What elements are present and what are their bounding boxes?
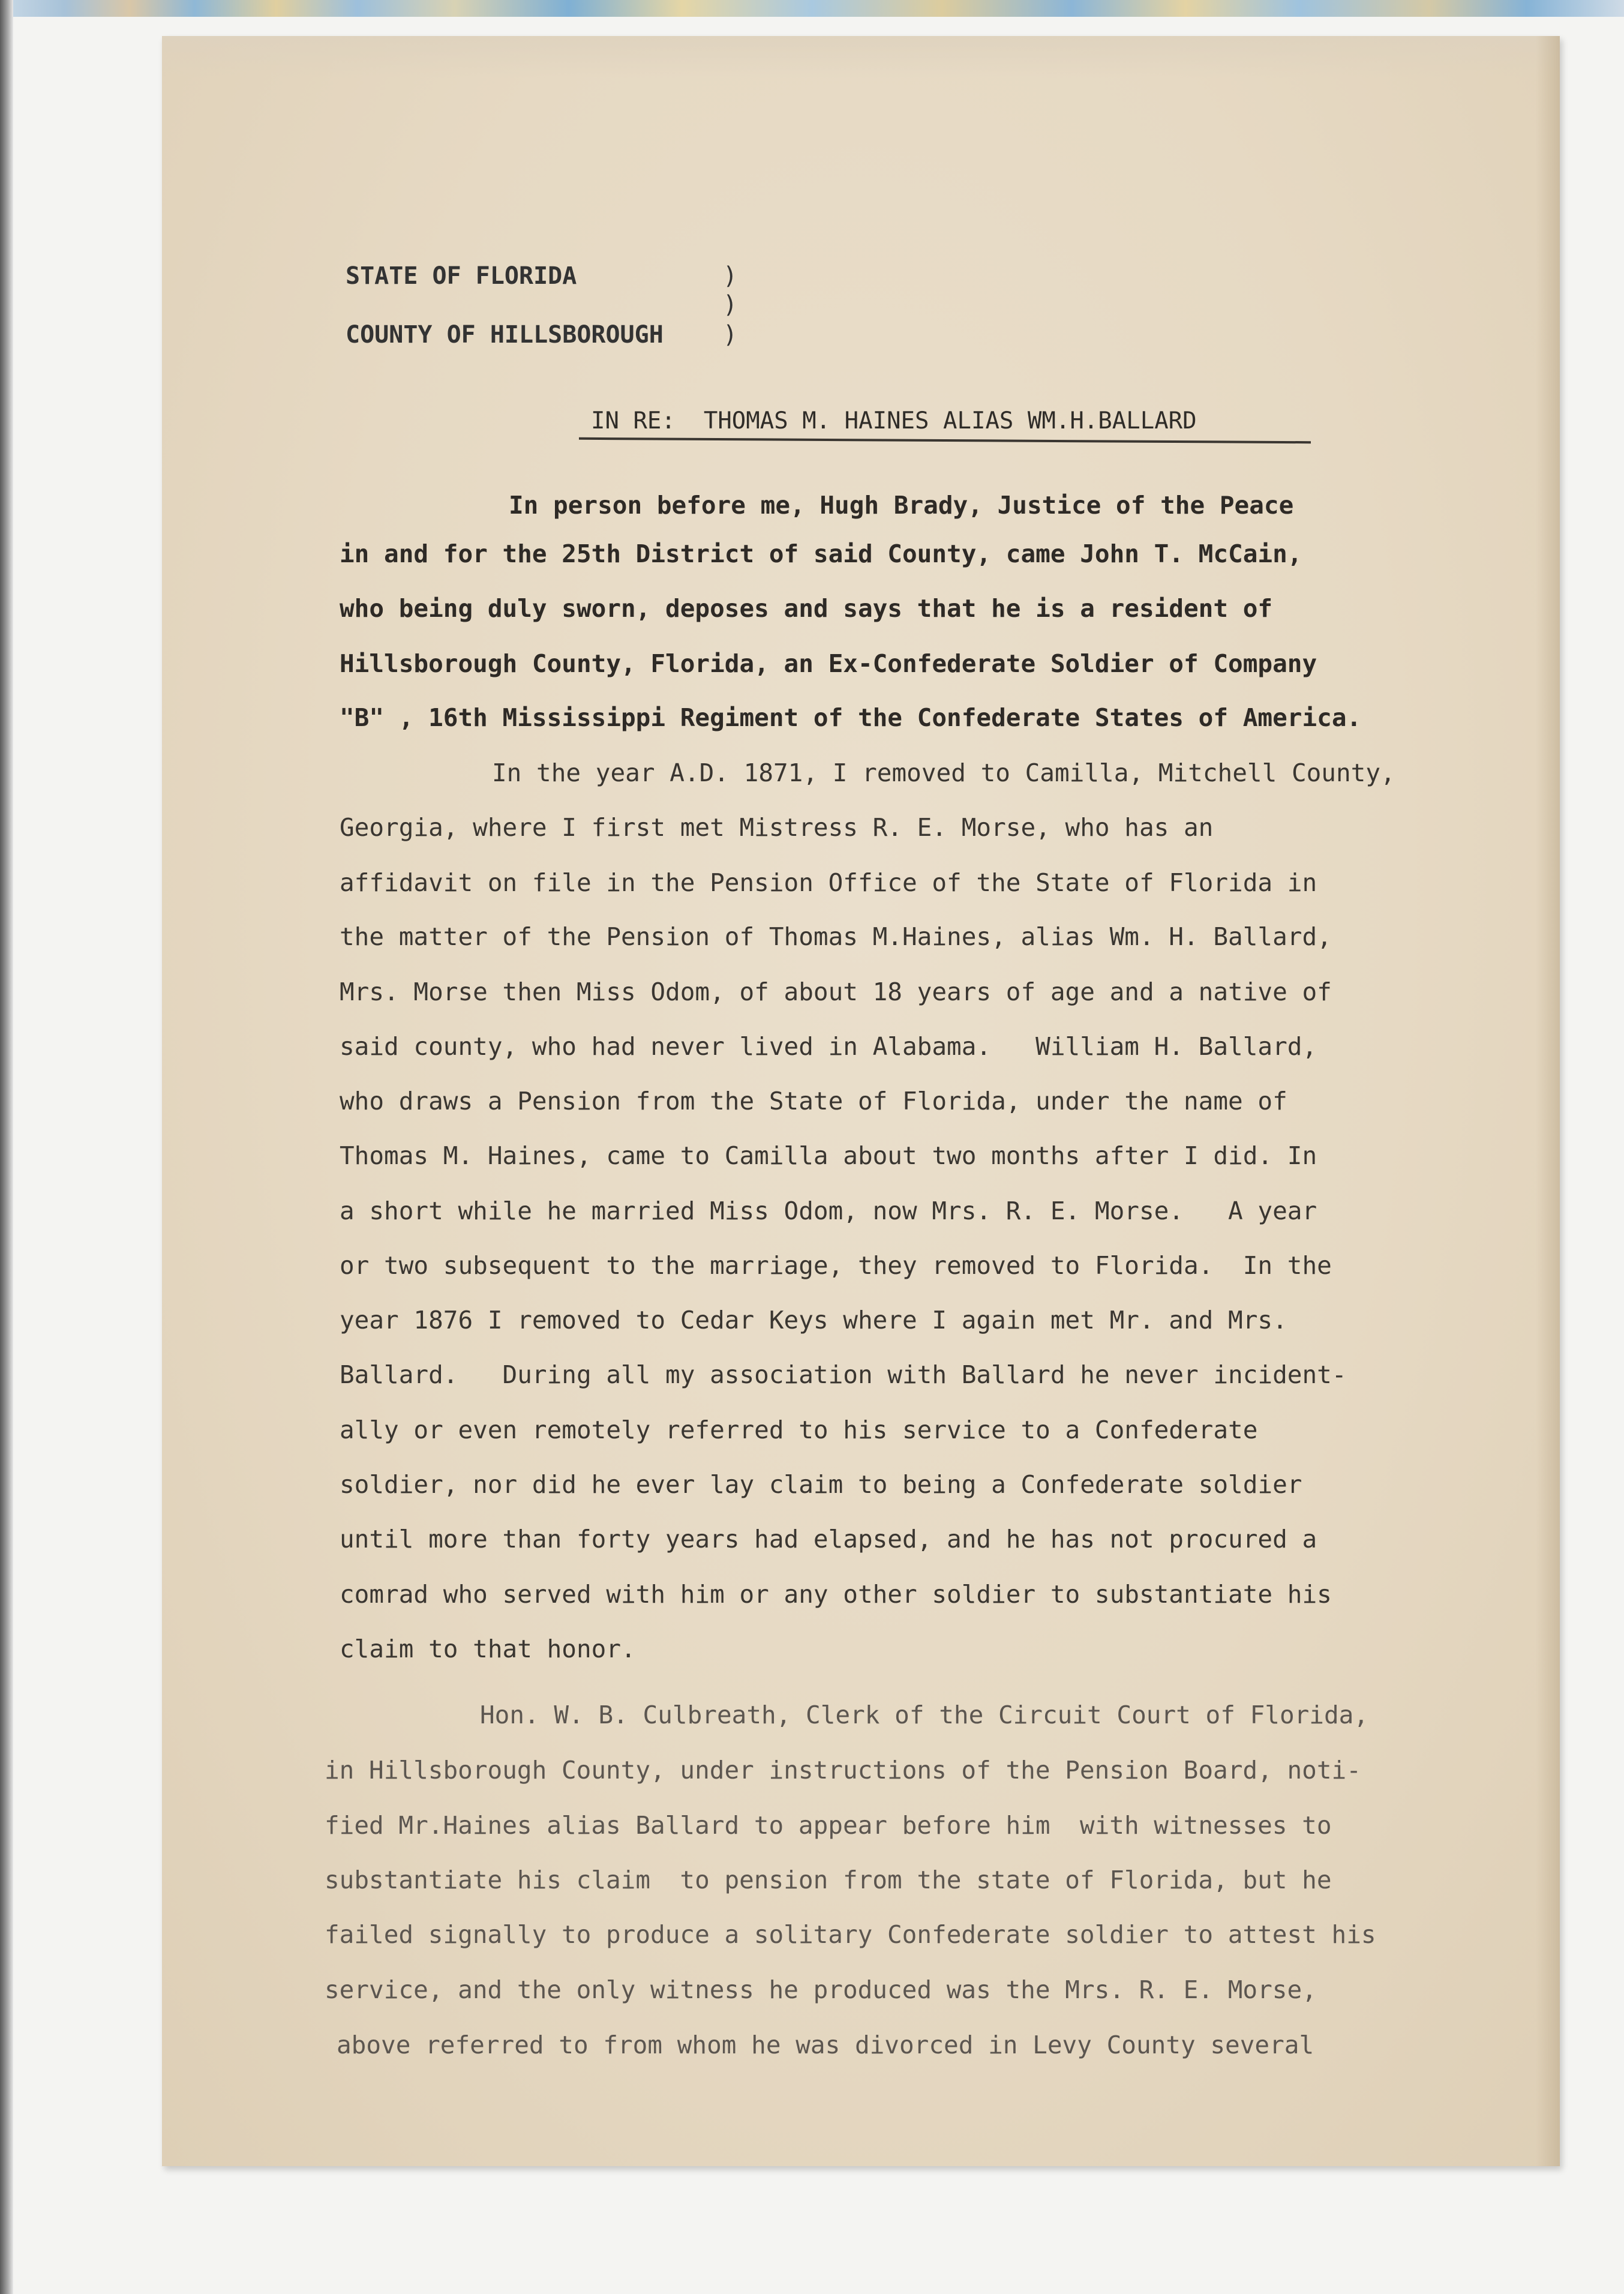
body-line-23: Hon. W. B. Culbreath, Clerk of the Circuit Court of Florida, (480, 1701, 1369, 1729)
body-line-9: the matter of the Pension of Thomas M.Haines, alias Wm. H. Ballard, (340, 922, 1332, 951)
state-heading: STATE OF FLORIDA (346, 262, 577, 290)
header-bracket-3: ) (723, 321, 738, 349)
header-bracket-1: ) (723, 262, 738, 290)
county-heading: COUNTY OF HILLSBOROUGH (346, 321, 664, 349)
header-bracket-2: ) (723, 291, 738, 319)
body-line-12: who draws a Pension from the State of Florida, under the name of (340, 1087, 1287, 1115)
scan-left-shadow (0, 0, 13, 2294)
body-line-18: ally or even remotely referred to his service to a Confederate (340, 1416, 1258, 1444)
body-line-28: service, and the only witness he produced was the Mrs. R. E. Morse, (325, 1975, 1317, 2004)
body-line-8: affidavit on file in the Pension Office of the State of Florida in (340, 868, 1317, 897)
body-line-3: who being duly sworn, deposes and says that he is a resident of (340, 594, 1273, 623)
body-line-21: comrad who served with him or any other soldier to substantiate his (340, 1580, 1332, 1609)
body-line-7: Georgia, where I first met Mistress R. E. Morse, who has an (340, 813, 1214, 842)
body-line-16: year 1876 I removed to Cedar Keys where I again met Mr. and Mrs. (340, 1306, 1287, 1335)
body-line-29: above referred to from whom he was divorced in Levy County several (337, 2031, 1314, 2059)
body-line-2: in and for the 25th District of said County, came John T. McCain, (340, 539, 1302, 568)
body-line-4: Hillsborough County, Florida, an Ex-Confederate Soldier of Company (340, 649, 1317, 678)
body-line-27: failed signally to produce a solitary Confederate soldier to attest his (325, 1920, 1376, 1949)
body-line-22: claim to that honor. (340, 1635, 636, 1663)
body-line-11: said county, who had never lived in Alabama. William H. Ballard, (340, 1032, 1317, 1061)
paper-right-edge (1536, 36, 1560, 2166)
body-line-13: Thomas M. Haines, came to Camilla about two months after I did. In (340, 1141, 1317, 1170)
scanner-color-strip (0, 0, 1624, 17)
body-line-6: In the year A.D. 1871, I removed to Camilla, Mitchell County, (492, 758, 1395, 787)
body-line-17: Ballard. During all my association with Ballard he never incident- (340, 1360, 1347, 1389)
body-line-14: a short while he married Miss Odom, now Mrs. R. E. Morse. A year (340, 1197, 1317, 1225)
body-line-24: in Hillsborough County, under instructions of the Pension Board, noti- (325, 1756, 1361, 1785)
paper-top-edge (162, 36, 1560, 78)
body-line-5: "B" , 16th Mississippi Regiment of the Confederate States of America. (340, 703, 1362, 732)
body-line-1: In person before me, Hugh Brady, Justice of the Peace (509, 491, 1294, 520)
body-line-25: fied Mr.Haines alias Ballard to appear before him with witnesses to (325, 1811, 1332, 1840)
body-line-15: or two subsequent to the marriage, they removed to Florida. In the (340, 1251, 1332, 1280)
case-caption: IN RE: THOMAS M. HAINES ALIAS WM.H.BALLARD (591, 407, 1197, 434)
body-line-10: Mrs. Morse then Miss Odom, of about 18 years of age and a native of (340, 977, 1332, 1006)
body-line-19: soldier, nor did he ever lay claim to being a Confederate soldier (340, 1470, 1302, 1499)
body-line-26: substantiate his claim to pension from the state of Florida, but he (325, 1866, 1332, 1894)
body-line-20: until more than forty years had elapsed, and he has not procured a (340, 1525, 1317, 1554)
